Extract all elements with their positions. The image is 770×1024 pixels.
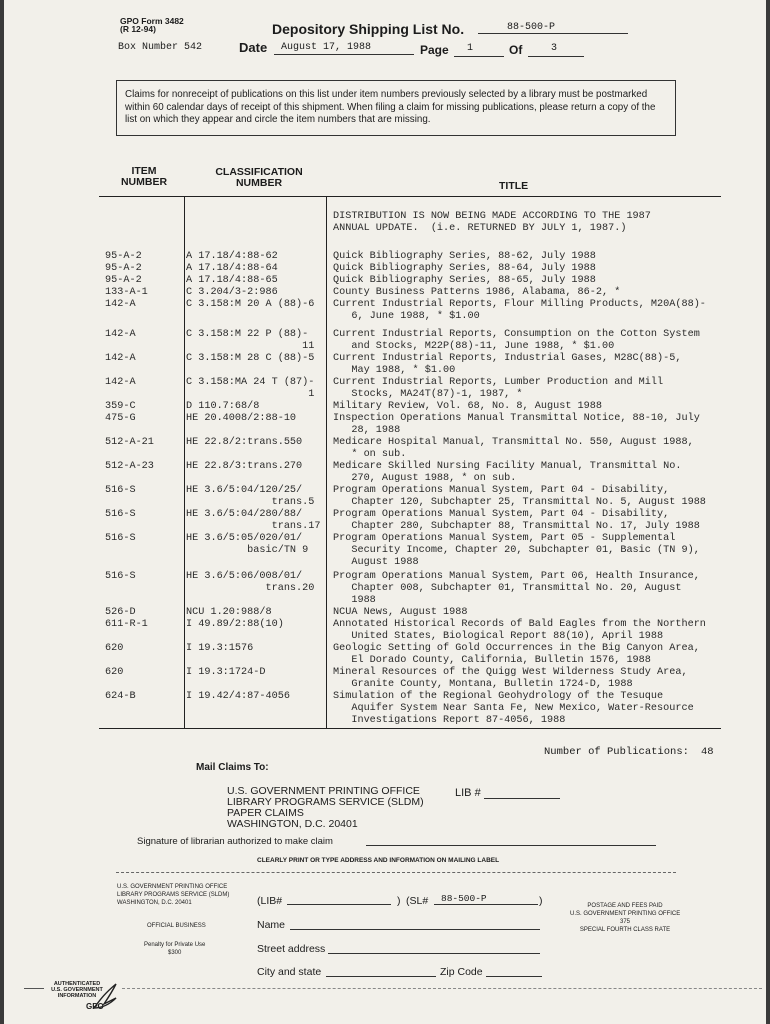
item-number: 142-A — [105, 377, 136, 388]
classification-number: I 19.3:1576 — [186, 643, 254, 654]
of-value: 3 — [551, 43, 558, 54]
classification-number: NCU 1.20:988/8 — [186, 607, 272, 618]
classification-number: C 3.158:MA 24 T (87)- 1 — [186, 377, 315, 401]
classification-number: C 3.158:M 20 A (88)-6 — [186, 299, 315, 310]
classification-number: HE 3.6/5:04/120/25/ trans.5 — [186, 485, 315, 509]
postage-block: POSTAGE AND FEES PAID U.S. GOVERNMENT PRINTING OFFICE 375 SPECIAL FOURTH CLASS RATE — [570, 903, 681, 933]
of-underline — [528, 56, 584, 57]
item-number: 512-A-21 — [105, 437, 154, 448]
classification-number: HE 22.8/3:trans.270 — [186, 461, 303, 472]
publication-title: Quick Bibliography Series, 88-64, July 1988 — [333, 263, 596, 274]
list-number-underline — [478, 33, 628, 34]
classification-number: I 49.89/2:88(10) — [186, 619, 284, 630]
list-number: 88-500-P — [507, 22, 556, 33]
publication-title: Inspection Operations Manual Transmittal Notice, 88-10, July 28, 1988 — [333, 413, 700, 437]
publication-title: Geologic Setting of Gold Occurrences in the Big Canyon Area, El Dorado County, California, Bulletin 1576, 1988 — [333, 643, 700, 667]
city-field[interactable] — [326, 976, 436, 977]
publication-count-label: Number of Publications: — [544, 746, 689, 758]
distribution-note: DISTRIBUTION IS NOW BEING MADE ACCORDING TO THE 1987 ANNUAL UPDATE. (i.e. RETURNED BY JULY 1, 1987.) — [333, 211, 651, 235]
sl-field-label: (SL# — [406, 895, 429, 907]
date-underline — [274, 54, 414, 55]
item-number: 95-A-2 — [105, 251, 142, 262]
lib-field[interactable] — [287, 904, 391, 905]
item-number-heading: ITEM NUMBER — [120, 165, 168, 188]
lib-number-label: LIB # — [455, 787, 481, 799]
name-field[interactable] — [290, 929, 540, 930]
classification-number: C 3.158:M 28 C (88)-5 — [186, 353, 315, 364]
page-underline — [454, 56, 504, 57]
item-number: 512-A-23 — [105, 461, 154, 472]
item-number: 516-S — [105, 571, 136, 582]
item-number: 142-A — [105, 299, 136, 310]
classification-number: HE 22.8/2:trans.550 — [186, 437, 303, 448]
label-cut-line — [116, 872, 676, 873]
classification-number: I 19.42/4:87-4056 — [186, 691, 290, 702]
classification-number: C 3.158:M 22 P (88)- 11 — [186, 329, 315, 353]
item-number: 133-A-1 — [105, 287, 148, 298]
classification-heading: CLASSIFICATION NUMBER — [215, 166, 303, 189]
bottom-fold-line — [122, 988, 762, 989]
city-label: City and state — [257, 966, 322, 978]
title-heading: TITLE — [499, 180, 529, 192]
publication-title: Current Industrial Reports, Consumption on the Cotton System and Stocks, M22P(88)-11, June 1988, * $1.00 — [333, 329, 700, 353]
item-number: 142-A — [105, 353, 136, 364]
publication-title: Mineral Resources of the Quigg West Wilderness Study Area, Granite County, Montana, Bulletin 1724-D, 1988 — [333, 667, 688, 691]
publication-title: County Business Patterns 1986, Alabama, 86-2, * — [333, 287, 621, 298]
form-number: GPO Form 3482 — [120, 16, 184, 26]
signature-field[interactable] — [366, 845, 656, 846]
item-number: 620 — [105, 667, 124, 678]
publication-count: 48 — [701, 746, 714, 758]
date-label: Date — [239, 40, 268, 55]
list-label: Depository Shipping List No. — [272, 21, 465, 37]
claims-notice: Claims for nonreceipt of publications on this list under item numbers previously selected by a library must be postmarked within 60 calendar days of receipt of this shipment. When filing a claim for missing publications, please return a copy of the list on which they appear and circle the item numbers that are missing. — [116, 80, 676, 136]
item-number: 359-C — [105, 401, 136, 412]
gpo-logo-text: GPO — [86, 1002, 104, 1011]
classification-number: HE 3.6/5:06/008/01/ trans.20 — [186, 571, 315, 595]
date-value: August 17, 1988 — [281, 42, 372, 53]
authenticated-logo: AUTHENTICATED U.S. GOVERNMENT INFORMATION — [51, 981, 103, 999]
publication-title: Current Industrial Reports, Lumber Production and Mill Stocks, MA24T(87)-1, 1987, * — [333, 377, 664, 401]
publication-title: Program Operations Manual System, Part 06, Health Insurance, Chapter 008, Subchapter 01, Transmittal No. 20, August 1988 — [333, 571, 700, 607]
publication-title: Medicare Hospital Manual, Transmittal No. 550, August 1988, * on sub. — [333, 437, 694, 461]
table-top-rule — [99, 196, 721, 197]
publication-title: NCUA News, August 1988 — [333, 607, 468, 618]
classification-number: HE 20.4008/2:88-10 — [186, 413, 297, 424]
street-label: Street address — [257, 943, 326, 955]
item-number: 526-D — [105, 607, 136, 618]
item-number: 95-A-2 — [105, 275, 142, 286]
shipping-list-document — [4, 0, 766, 1024]
publication-title: Program Operations Manual System, Part 04 - Disability, Chapter 280, Subchapter 88, Transmittal No. 17, July 1988 — [333, 509, 700, 533]
zip-field[interactable] — [486, 976, 542, 977]
name-label: Name — [257, 919, 286, 931]
item-number: 142-A — [105, 329, 136, 340]
penalty-notice: Penalty for Private Use $300 — [144, 942, 206, 956]
publication-title: Program Operations Manual System, Part 05 - Supplemental Security Income, Chapter 20, Subchapter 01, Basic (TN 9), August 1988 — [333, 533, 700, 569]
publication-title: Medicare Skilled Nursing Facility Manual, Transmittal No. 270, August 1988, * on sub. — [333, 461, 682, 485]
classification-number: A 17.18/4:88-62 — [186, 251, 278, 262]
box-number: Box Number 542 — [118, 42, 203, 53]
return-address: U.S. GOVERNMENT PRINTING OFFICE LIBRARY PROGRAMS SERVICE (SLDM) WASHINGTON, D.C. 20401 — [117, 884, 230, 906]
classification-number: D 110.7:68/8 — [186, 401, 260, 412]
publication-title: Program Operations Manual System, Part 04 - Disability, Chapter 120, Subchapter 25, Transmittal No. 5, August 1988 — [333, 485, 706, 509]
classification-number: HE 3.6/5:05/020/01/ basic/TN 9 — [186, 533, 309, 557]
item-number: 624-B — [105, 691, 136, 702]
clearly-print-instruction: CLEARLY PRINT OR TYPE ADDRESS AND INFORMATION ON MAILING LABEL — [257, 857, 500, 864]
classification-number: A 17.18/4:88-64 — [186, 263, 278, 274]
item-number: 516-S — [105, 533, 136, 544]
sl-value: 88-500-P — [441, 893, 487, 904]
item-number: 611-R-1 — [105, 619, 148, 630]
table-body — [105, 211, 725, 731]
page-value: 1 — [467, 43, 474, 54]
official-business: OFFICIAL BUSINESS — [147, 923, 206, 929]
publication-title: Simulation of the Regional Geohydrology of the Tesuque Aquifer System Near Santa Fe, New Mexico, Water-Resource Investigations Report 87-4056, 1988 — [333, 691, 694, 727]
zip-label: Zip Code — [440, 966, 483, 978]
classification-number: HE 3.6/5:04/280/88/ trans.17 — [186, 509, 321, 533]
item-number: 475-G — [105, 413, 136, 424]
eagle-icon — [90, 978, 120, 1012]
street-field[interactable] — [328, 953, 540, 954]
logo-rule-left — [24, 988, 44, 989]
publication-title: Quick Bibliography Series, 88-62, July 1988 — [333, 251, 596, 262]
publication-title: Annotated Historical Records of Bald Eagles from the Northern United States, Biological Report 88(10), April 1988 — [333, 619, 706, 643]
classification-number: C 3.204/3-2:986 — [186, 287, 278, 298]
item-number: 95-A-2 — [105, 263, 142, 274]
lib-number-field[interactable] — [484, 798, 560, 799]
sl-close-paren: ) — [539, 895, 543, 907]
sl-field[interactable] — [434, 904, 538, 905]
publication-title: Current Industrial Reports, Industrial Gases, M28C(88)-5, May 1988, * $1.00 — [333, 353, 682, 377]
signature-label: Signature of librarian authorized to make claim — [137, 836, 333, 847]
classification-number: A 17.18/4:88-65 — [186, 275, 278, 286]
form-revision: (R 12-94) — [120, 24, 156, 34]
lib-field-label: (LIB# — [257, 895, 283, 907]
mail-claims-heading: Mail Claims To: — [196, 762, 269, 773]
publication-title: Quick Bibliography Series, 88-65, July 1988 — [333, 275, 596, 286]
of-label: Of — [509, 43, 523, 57]
lib-close-paren: ) — [397, 895, 401, 907]
classification-number: I 19.3:1724-D — [186, 667, 266, 678]
publication-title: Military Review, Vol. 68, No. 8, August 1988 — [333, 401, 602, 412]
item-number: 516-S — [105, 509, 136, 520]
item-number: 516-S — [105, 485, 136, 496]
publication-title: Current Industrial Reports, Flour Milling Products, M20A(88)- 6, June 1988, * $1.00 — [333, 299, 706, 323]
page-label: Page — [420, 43, 449, 57]
item-number: 620 — [105, 643, 124, 654]
gpo-address: U.S. GOVERNMENT PRINTING OFFICE LIBRARY PROGRAMS SERVICE (SLDM) PAPER CLAIMS WASHINGTON, D.C. 20401 — [227, 785, 424, 830]
